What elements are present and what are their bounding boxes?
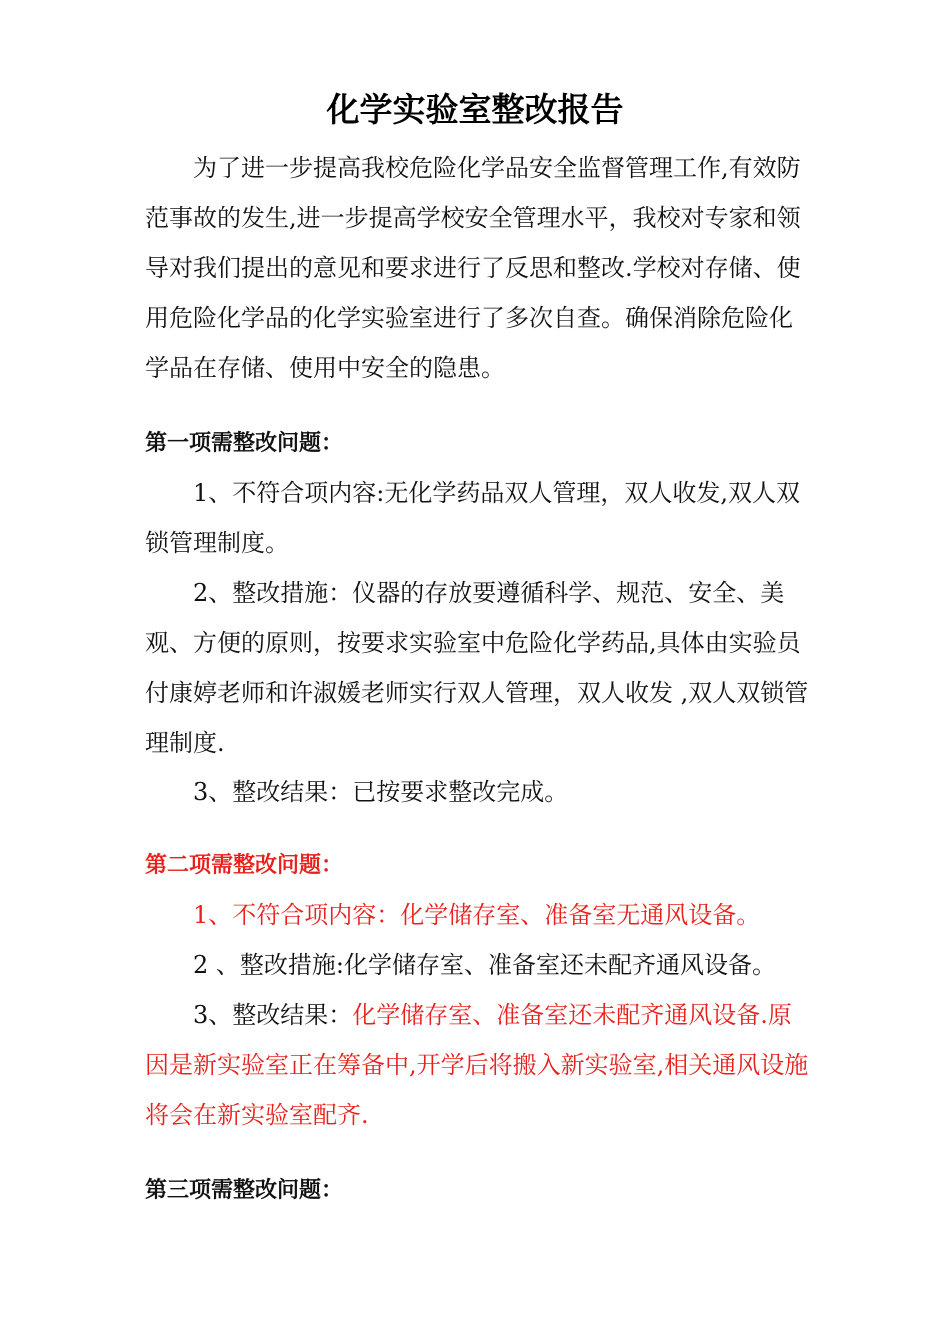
section-1-item-1: 1、不符合项内容:无化学药品双人管理，双人收发,双人双锁管理制度。	[145, 479, 800, 557]
intro-paragraph: 为了进一步提高我校危险化学品安全监督管理工作,有效防范事故的发生,进一步提高学校安全管理水平，我校对专家和领导对我们提出的意见和要求进行了反思和整改.学校对存储、使用危险化学品的化学实验室进行了多次自查。确保消除危险化学品在存储、使用中安全的隐患。	[145, 154, 801, 382]
section-2-item-3	[145, 990, 810, 1140]
section-2-item-1: 1、不符合项内容：化学储存室、准备室无通风设备。	[193, 901, 761, 929]
section-3-heading: 第三项需整改问题：	[145, 1178, 344, 1203]
section-2-item-3-label: 3、整改结果：	[193, 1001, 353, 1029]
section-1-item-2: 2、整改措施：仪器的存放要遵循科学、规范、安全、美观、方便的原则，按要求实验室中危险化学药品,具体由实验员付康婷老师和许淑媛老师实行双人管理，双人收发 ,双人双锁管理制度.	[145, 579, 809, 757]
section-2-item-3-result: 化学储存室、准备室还未配齐通风设备.原因是新实验室正在筹备中,开学后将搬入新实验室,相关通风设施将会在新实验室配齐.	[145, 1001, 809, 1129]
section-1-item-3: 3、整改结果：已按要求整改完成。	[193, 778, 569, 806]
document-title: 化学实验室整改报告	[326, 90, 624, 129]
section-2-heading: 第二项需整改问题：	[145, 853, 344, 878]
section-1-heading: 第一项需整改问题：	[145, 431, 344, 456]
section-2-item-2: 2 、整改措施:化学储存室、准备室还未配齐通风设备。	[193, 951, 776, 979]
